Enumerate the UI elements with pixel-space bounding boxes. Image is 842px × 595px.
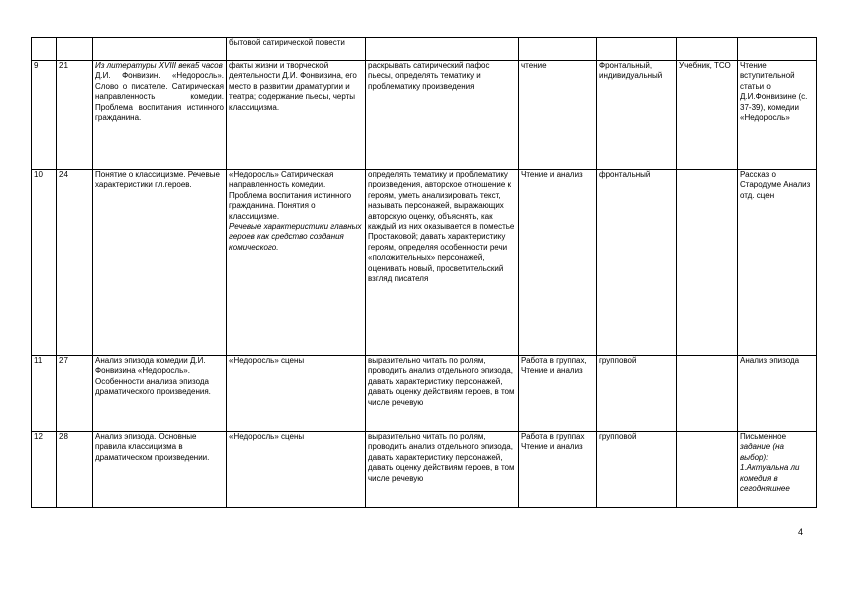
cell-text: Рассказ о Стародуме Анализ отд. сцен: [740, 170, 811, 200]
lesson-topic: Анализ эпизода комедии Д.И. Фонвизина «Недоросль». Особенности анализа эпизода драматического произведения.: [95, 356, 211, 397]
lesson-topic: Д.И. Фонвизин. «Недоросль». Слово о писателе. Сатирическая направленность комедии. Проблема воспитания истинного гражданина.: [95, 71, 224, 123]
cell-text: Анализ эпизода: [740, 356, 800, 365]
cell-num: [32, 432, 57, 508]
table-row: [32, 356, 817, 432]
cell-topic: [93, 61, 227, 170]
cell-form: [597, 432, 677, 508]
cell-hour: [57, 38, 93, 61]
cell-num: [32, 61, 57, 170]
cell-skills: [366, 432, 519, 508]
cell-hour: [57, 356, 93, 432]
cell-tools: [677, 356, 738, 432]
cell-skills: [366, 61, 519, 170]
cell-text: групповой: [599, 356, 637, 365]
cell-content: [227, 170, 366, 356]
cell-form: [597, 61, 677, 170]
page-number: 4: [798, 527, 804, 537]
lesson-number: 9: [34, 61, 39, 70]
cell-homework: [738, 61, 817, 170]
cell-text: Учебник, ТСО: [679, 61, 731, 70]
cell-homework: [738, 170, 817, 356]
lesson-number: 11: [34, 356, 43, 365]
cell-content: [227, 432, 366, 508]
lesson-number: 10: [34, 170, 43, 179]
cell-text: Фронтальный, индивидуальный: [599, 61, 663, 81]
cell-hour: [57, 432, 93, 508]
cell-homework: [738, 356, 817, 432]
cell-content: [227, 61, 366, 170]
lesson-topic: Анализ эпизода. Основные правила классицизма в драматическом произведении.: [95, 432, 210, 462]
cell-homework: [738, 38, 817, 61]
cell-text: «Недоросль» сцены: [229, 432, 305, 441]
cell-hour: [57, 61, 93, 170]
cell-content: [227, 38, 366, 61]
cell-homework: [738, 432, 817, 508]
lesson-number: 12: [34, 432, 43, 441]
cell-text: бытовой сатирической повести: [229, 38, 345, 47]
cell-text: «Недоросль» сцены: [229, 356, 305, 365]
table-row: [32, 38, 817, 61]
cell-text: Чтение вступительной статьи о Д.И.Фонвизине (с. 37-39), комедии «Недоросль»: [740, 61, 808, 123]
lesson-topic: Понятие о классицизме. Речевые характеристики гл.героев.: [95, 170, 220, 190]
cell-text: фронтальный: [599, 170, 651, 179]
cell-text: чтение: [521, 61, 547, 70]
cell-text: Письменное: [740, 432, 787, 441]
cell-skills: [366, 170, 519, 356]
cell-tools: [677, 61, 738, 170]
cell-text: выразительно читать по ролям, проводить анализ отдельного эпизода, давать характеристику персонажей, давать оценку действиям героев, в том числе речевую: [368, 432, 515, 483]
hour-number: 24: [59, 170, 68, 179]
cell-text-italic: Речевые характеристики главных героев как средство создания комического.: [229, 222, 362, 252]
cell-activity: [519, 170, 597, 356]
cell-form: [597, 170, 677, 356]
cell-hour: [57, 170, 93, 356]
table-row: [32, 170, 817, 356]
cell-num: [32, 356, 57, 432]
cell-topic: [93, 432, 227, 508]
cell-text: групповой: [599, 432, 637, 441]
cell-skills: [366, 38, 519, 61]
cell-content: [227, 356, 366, 432]
cell-text: раскрывать сатирический пафос пьесы, определять тематику и проблематику произведения: [368, 61, 490, 91]
section-title: Из литературы XVIII века5 часов: [95, 61, 223, 70]
cell-topic: [93, 170, 227, 356]
cell-num: [32, 38, 57, 61]
cell-text: выразительно читать по ролям, проводить анализ отдельного эпизода, давать характеристику персонажей, давать оценку действиям героев, в том числе речевую: [368, 356, 515, 407]
cell-activity: [519, 432, 597, 508]
cell-tools: [677, 170, 738, 356]
cell-activity: [519, 38, 597, 61]
cell-activity: [519, 61, 597, 170]
cell-topic: [93, 38, 227, 61]
cell-text: «Недоросль» Сатирическая направленность комедии. Проблема воспитания истинного гражданина. Понятия о классицизме.: [229, 170, 352, 221]
hour-number: 21: [59, 61, 68, 70]
lesson-plan-table: [31, 37, 817, 508]
cell-form: [597, 356, 677, 432]
hour-number: 27: [59, 356, 68, 365]
table-row: [32, 432, 817, 508]
cell-activity: [519, 356, 597, 432]
cell-text: Чтение и анализ: [521, 170, 583, 179]
cell-num: [32, 170, 57, 356]
cell-text: факты жизни и творческой деятельности Д.И. Фонвизина, его место в развитии драматургии и театра; содержание пьесы, черты классицизма.: [229, 61, 357, 112]
cell-text: Работа в группах, Чтение и анализ: [521, 356, 587, 376]
cell-tools: [677, 38, 738, 61]
cell-text: определять тематику и проблематику произведения, авторское отношение к героям, уметь анализировать текст, называть персонажей, выражающих авторскую оценку, объяснять, как каждый из них оказывается в поместье Простаковой; давать характеристику героям, определяя особенности речи «положительных» персонажей, оценивать новый, просветительский взгляд писателя: [368, 170, 515, 284]
cell-form: [597, 38, 677, 61]
cell-text-italic: задание (на выбор): 1.Актуальна ли комедия в сегодняшнее: [740, 442, 800, 494]
cell-tools: [677, 432, 738, 508]
table-row: [32, 61, 817, 170]
cell-text: Работа в группах Чтение и анализ: [521, 432, 585, 452]
cell-skills: [366, 356, 519, 432]
hour-number: 28: [59, 432, 68, 441]
cell-topic: [93, 356, 227, 432]
